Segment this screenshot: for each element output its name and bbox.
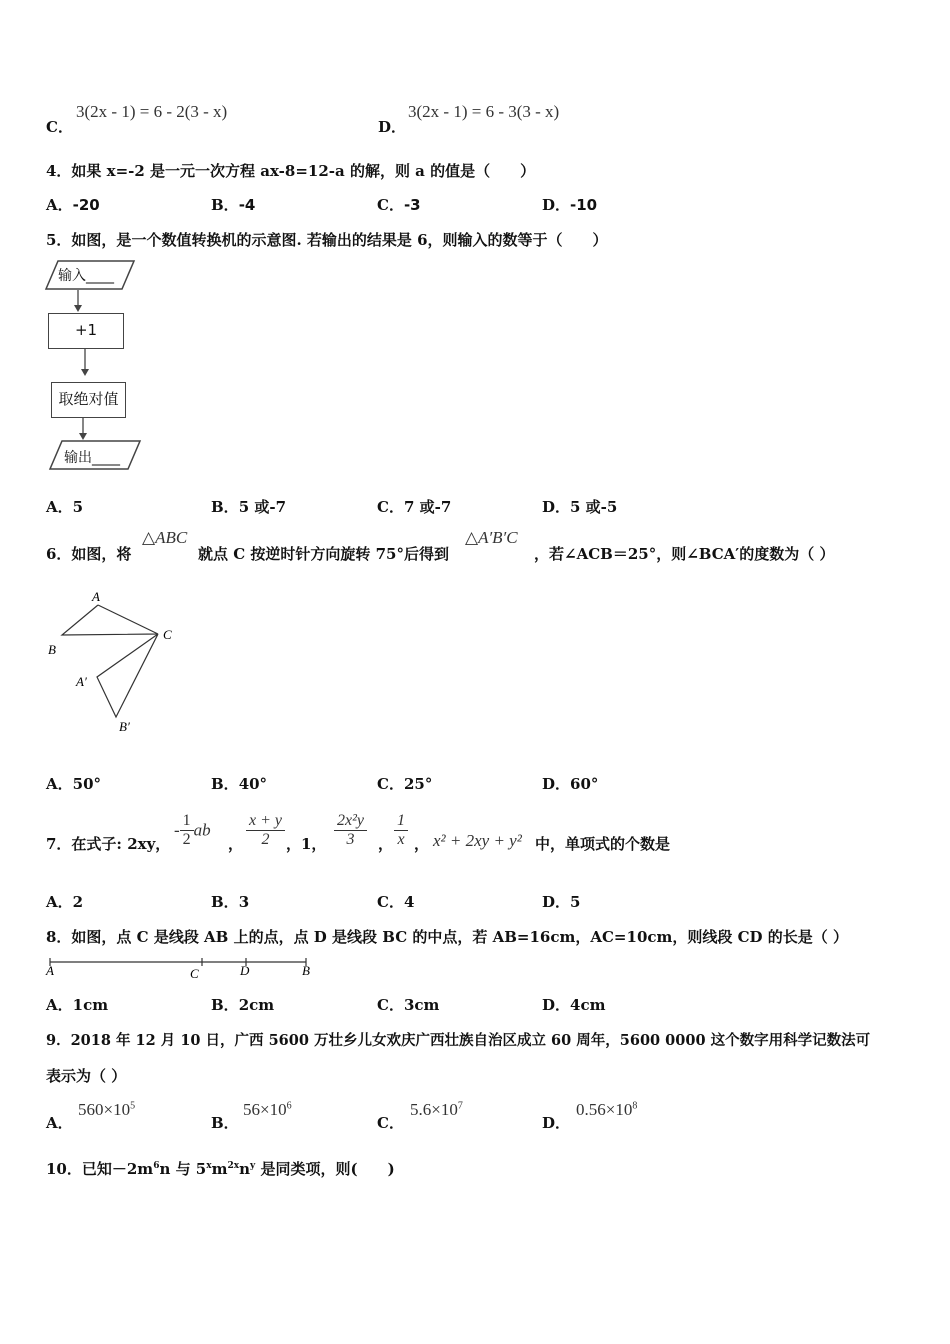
q9-option-d-label[interactable]: D． xyxy=(542,1114,571,1132)
q9-option-b-label[interactable]: B． xyxy=(211,1114,239,1132)
q6-label-a: A xyxy=(92,589,100,604)
q7-stem-part1: 7．在式子: 2xy， xyxy=(46,835,171,853)
q5-flow-step-abs: 取绝对值 xyxy=(51,382,126,418)
q6-option-a[interactable]: A．50° xyxy=(46,775,102,793)
q7-option-b[interactable]: B．3 xyxy=(211,893,250,911)
q7-option-c[interactable]: C．4 xyxy=(377,893,415,911)
q3-option-d-expr: 3(2x - 1) = 6 - 3(3 - x) xyxy=(408,102,560,121)
q7-comma-3: ， xyxy=(414,835,430,853)
q7-option-a[interactable]: A．2 xyxy=(46,893,84,911)
q3-option-c-label: C． xyxy=(46,118,73,136)
q9-option-b-expr[interactable]: $56\times 10^6$ xyxy=(243,1100,292,1119)
q5-flow-step-plus-one: +1 xyxy=(48,313,124,349)
q5-option-a[interactable]: A．5 xyxy=(46,498,84,516)
q5-option-c[interactable]: C．7 或-7 xyxy=(377,498,452,516)
q6-label-b: B xyxy=(48,642,56,657)
q4-stem: 4．如果 x=-2 是一元一次方程 ax-8=12-a 的解，则 a 的值是（ ） xyxy=(46,162,536,180)
q7-fraction-neg-half-ab: - $\frac{1}{2}$ ab xyxy=(174,812,211,848)
q8-option-d[interactable]: D．4cm xyxy=(542,996,606,1014)
q7-fraction-x-plus-y-over-2: $\frac{x + y}{2}$ xyxy=(246,812,285,849)
q6-label-c: C xyxy=(163,627,172,642)
q6-stem-part2: 就点 C 按逆时针方向旋转 75°后得到 xyxy=(198,545,449,563)
q9-option-a-expr[interactable]: $560\times 10^5$ xyxy=(78,1100,136,1119)
q8-option-a[interactable]: A．1cm xyxy=(46,996,109,1014)
q8-option-b[interactable]: B．2cm xyxy=(211,996,275,1014)
q3-option-c-expr: 3(2x - 1) = 6 - 2(3 - x) xyxy=(76,102,228,121)
q4-option-b[interactable]: B．-4 xyxy=(211,196,256,214)
q5-flow-output: 输出____ xyxy=(64,450,120,466)
q8-label-b: B xyxy=(302,963,310,978)
q7-fraction-1-over-x: $\frac{1}{x}$ xyxy=(394,812,408,849)
q9-stem-line2: 表示为（ ） xyxy=(46,1067,127,1085)
q6-stem-part1: 6．如图，将 xyxy=(46,545,132,563)
q8-label-c: C xyxy=(190,966,199,981)
q6-option-c[interactable]: C．25° xyxy=(377,775,433,793)
q8-option-c[interactable]: C．3cm xyxy=(377,996,440,1014)
q9-option-a-label[interactable]: A． xyxy=(46,1114,73,1132)
q7-polynomial: x² + 2xy + y² xyxy=(433,831,522,850)
q8-label-a: A xyxy=(46,963,54,978)
q6-triangle-a1b1c: △A′B′C xyxy=(465,528,518,547)
q5-option-b[interactable]: B．5 或-7 xyxy=(211,498,287,516)
q6-rotation-figure xyxy=(40,585,190,740)
q6-option-b[interactable]: B．40° xyxy=(211,775,268,793)
q4-option-a[interactable]: A．-20 xyxy=(46,196,100,214)
q5-flow-input: 输入____ xyxy=(58,268,114,284)
q7-stem-part2: 中，单项式的个数是 xyxy=(535,835,671,853)
q9-option-c-expr[interactable]: $5.6\times 10^7$ xyxy=(410,1100,463,1119)
q8-label-d: D xyxy=(240,963,250,978)
q5-option-d[interactable]: D．5 或-5 xyxy=(542,498,618,516)
q6-option-d[interactable]: D．60° xyxy=(542,775,599,793)
q7-comma-2: ， xyxy=(378,835,394,853)
q10-stem: 10．已知$-2m^6n$ 与 $5^xm^{2x}n^y$ 是同类项，则( ) xyxy=(46,1160,395,1178)
q7-separator-one: ，1， xyxy=(286,835,327,853)
q8-segment-figure xyxy=(44,956,324,982)
q6-stem-part3: ，若∠ACB＝25°，则∠BCA′的度数为（ ） xyxy=(534,545,835,563)
q7-option-d[interactable]: D．5 xyxy=(542,893,581,911)
q9-stem-line1: 9．2018 年 12 月 10 日，广西 5600 万壮乡儿女欢庆广西壮族自治区成立 60 周年，5600 0000 这个数字用科学记数法可 xyxy=(46,1032,871,1049)
q8-stem: 8．如图，点 C 是线段 AB 上的点，点 D 是线段 BC 的中点，若 AB=16cm，AC=10cm，则线段 CD 的长是（ ） xyxy=(46,928,848,946)
q4-option-d[interactable]: D．-10 xyxy=(542,196,598,214)
q6-triangle-abc: △ABC xyxy=(142,528,188,547)
q7-fraction-2x2y-over-3: $\frac{\text{2x²y}}{3}$ xyxy=(334,812,367,849)
q6-label-b-prime: B′ xyxy=(119,719,130,734)
q4-option-c[interactable]: C．-3 xyxy=(377,196,421,214)
q5-stem: 5．如图，是一个数值转换机的示意图. 若输出的结果是 6，则输入的数等于（ ） xyxy=(46,231,608,249)
q9-option-c-label[interactable]: C． xyxy=(377,1114,404,1132)
q3-option-d-label: D． xyxy=(378,118,407,136)
q9-option-d-expr[interactable]: $0.56\times 10^8$ xyxy=(576,1100,638,1119)
q7-comma-1: ， xyxy=(228,835,244,853)
q6-label-a-prime: A′ xyxy=(76,674,87,689)
